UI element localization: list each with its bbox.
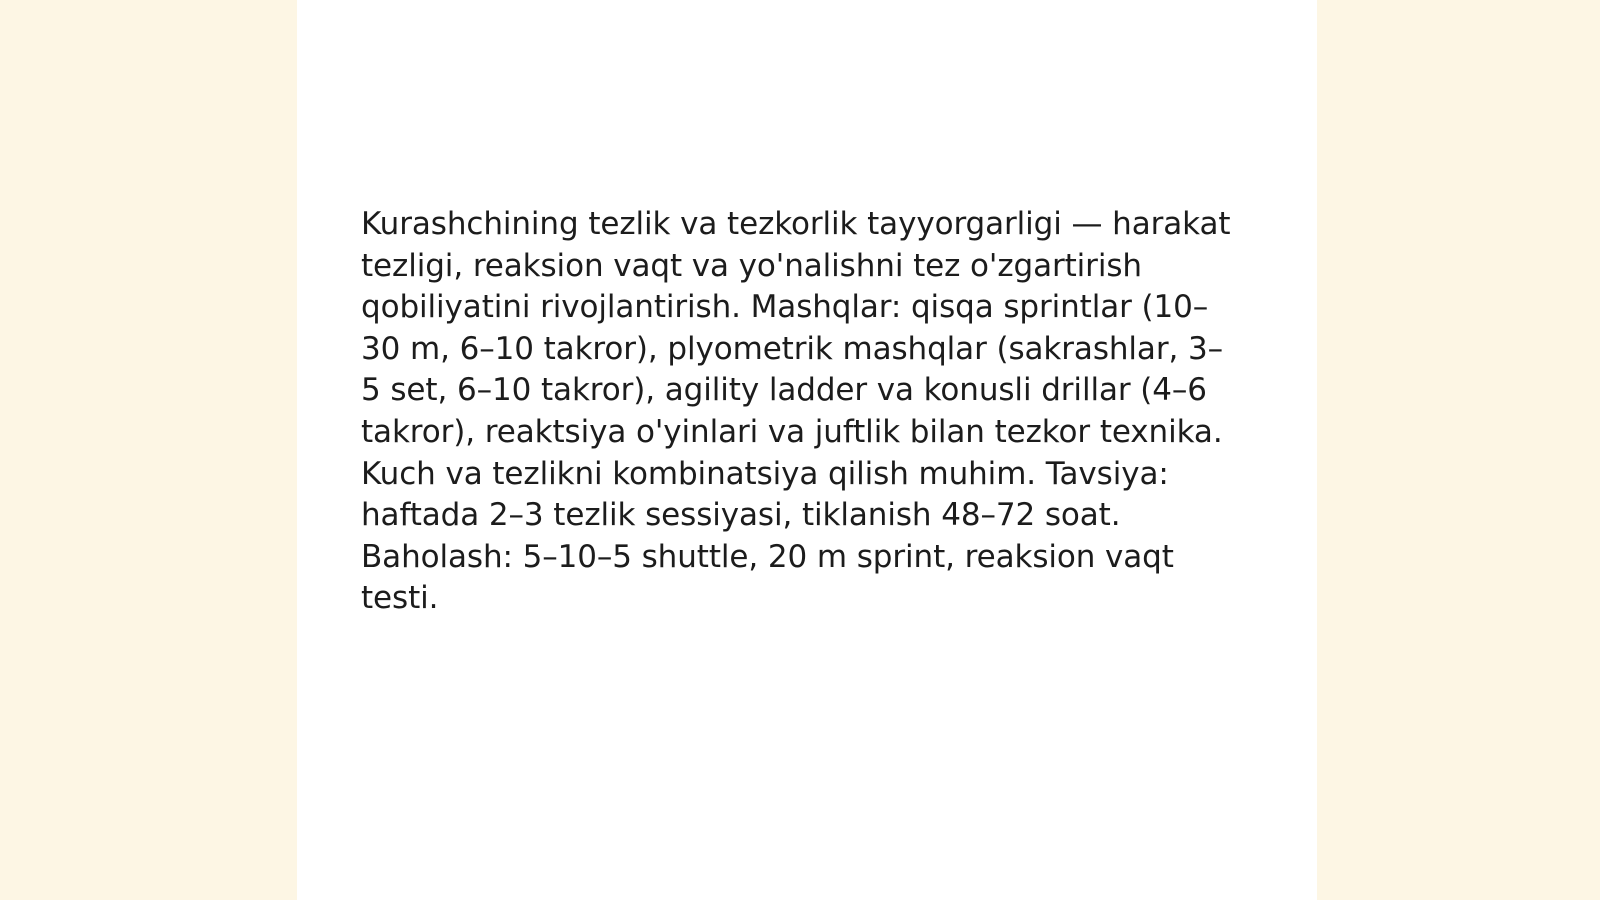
body-paragraph: Kurashchining tezlik va tezkorlik tayyorgarligi — harakat tezligi, reaksion vaqt va yo'nalishni tez o'zgartirish qobiliyatini rivojlantirish. Mashqlar: qisqa sprintlar (10–30 m, 6–10 takror), plyometrik mashqlar (sakrashlar, 3–5 set, 6–10 takror), agility ladder va konusli drillar (4–6 takror), reaktsiya o'yinlari va juftlik bilan tezkor texnika. Kuch va tezlikni kombinatsiya qilish muhim. Tavsiya: haftada 2–3 tezlik sessiyasi, tiklanish 48–72 soat. Baholash: 5–10–5 shuttle, 20 m sprint, reaksion vaqt testi. <box>361 206 1231 617</box>
document-page <box>297 0 1317 900</box>
